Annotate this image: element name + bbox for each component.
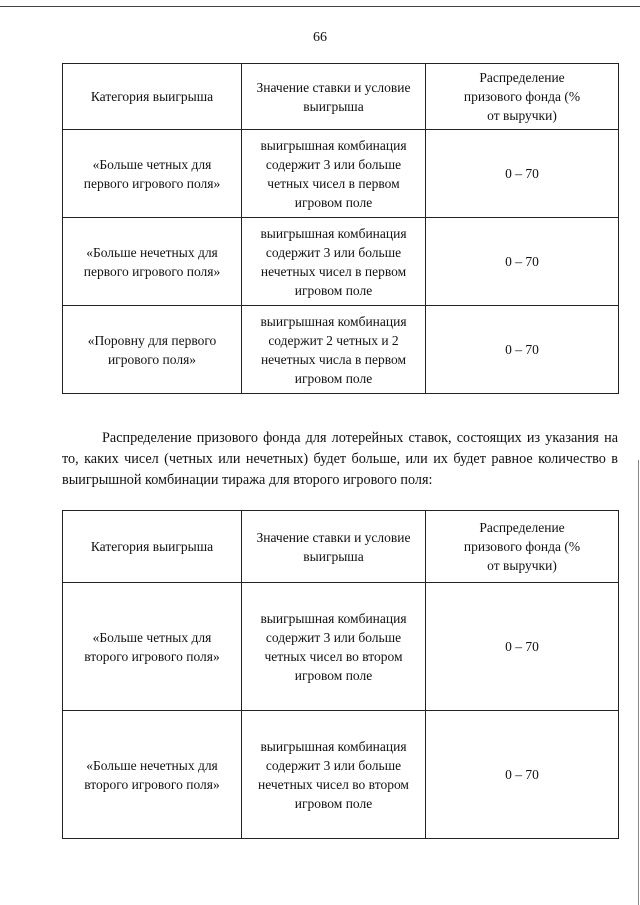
header-distribution: Распределение призового фонда (% от выручки) — [426, 511, 619, 583]
condition-cell: выигрышная комбинация содержит 3 или больше четных чисел в первом игровом поле — [242, 130, 426, 218]
prize-distribution-table-second-field — [62, 510, 619, 839]
table-header-row — [63, 64, 619, 130]
category-cell: «Больше четных для второго игрового поля» — [63, 583, 242, 711]
condition-cell: выигрышная комбинация содержит 3 или больше нечетных чисел во втором игровом поле — [242, 711, 426, 839]
body-paragraph: Распределение призового фонда для лотерейных ставок, состоящих из указания на то, каких чисел (четных или нечетных) будет больше, или их будет равное количество в выигрышной комбинации тиража для второго игрового поля: — [62, 430, 618, 488]
condition-cell: выигрышная комбинация содержит 3 или больше нечетных чисел в первом игровом поле — [242, 218, 426, 306]
table-row — [63, 130, 619, 218]
value-cell: 0 – 70 — [426, 711, 619, 839]
header-category: Категория выигрыша — [63, 511, 242, 583]
condition-cell: выигрышная комбинация содержит 2 четных и 2 нечетных числа в первом игровом поле — [242, 306, 426, 394]
condition-cell: выигрышная комбинация содержит 3 или больше четных чисел во втором игровом поле — [242, 583, 426, 711]
header-condition: Значение ставки и условие выигрыша — [242, 511, 426, 583]
value-cell: 0 – 70 — [426, 218, 619, 306]
header-category: Категория выигрыша — [63, 64, 242, 130]
category-cell: «Больше четных для первого игрового поля» — [63, 130, 242, 218]
header-condition: Значение ставки и условие выигрыша — [242, 64, 426, 130]
table-row — [63, 583, 619, 711]
category-cell: «Больше нечетных для первого игрового поля» — [63, 218, 242, 306]
category-cell: «Больше нечетных для второго игрового поля» — [63, 711, 242, 839]
scan-edge-line — [638, 460, 639, 905]
value-cell: 0 – 70 — [426, 130, 619, 218]
table-row — [63, 306, 619, 394]
header-distribution: Распределение призового фонда (% от выручки) — [426, 64, 619, 130]
category-cell: «Поровну для первого игрового поля» — [63, 306, 242, 394]
table-row — [63, 711, 619, 839]
value-cell: 0 – 70 — [426, 306, 619, 394]
page-number: 66 — [313, 30, 327, 45]
table-row — [63, 218, 619, 306]
prize-distribution-table-first-field — [62, 63, 619, 394]
top-border-line — [0, 6, 640, 7]
table-header-row — [63, 511, 619, 583]
value-cell: 0 – 70 — [426, 583, 619, 711]
